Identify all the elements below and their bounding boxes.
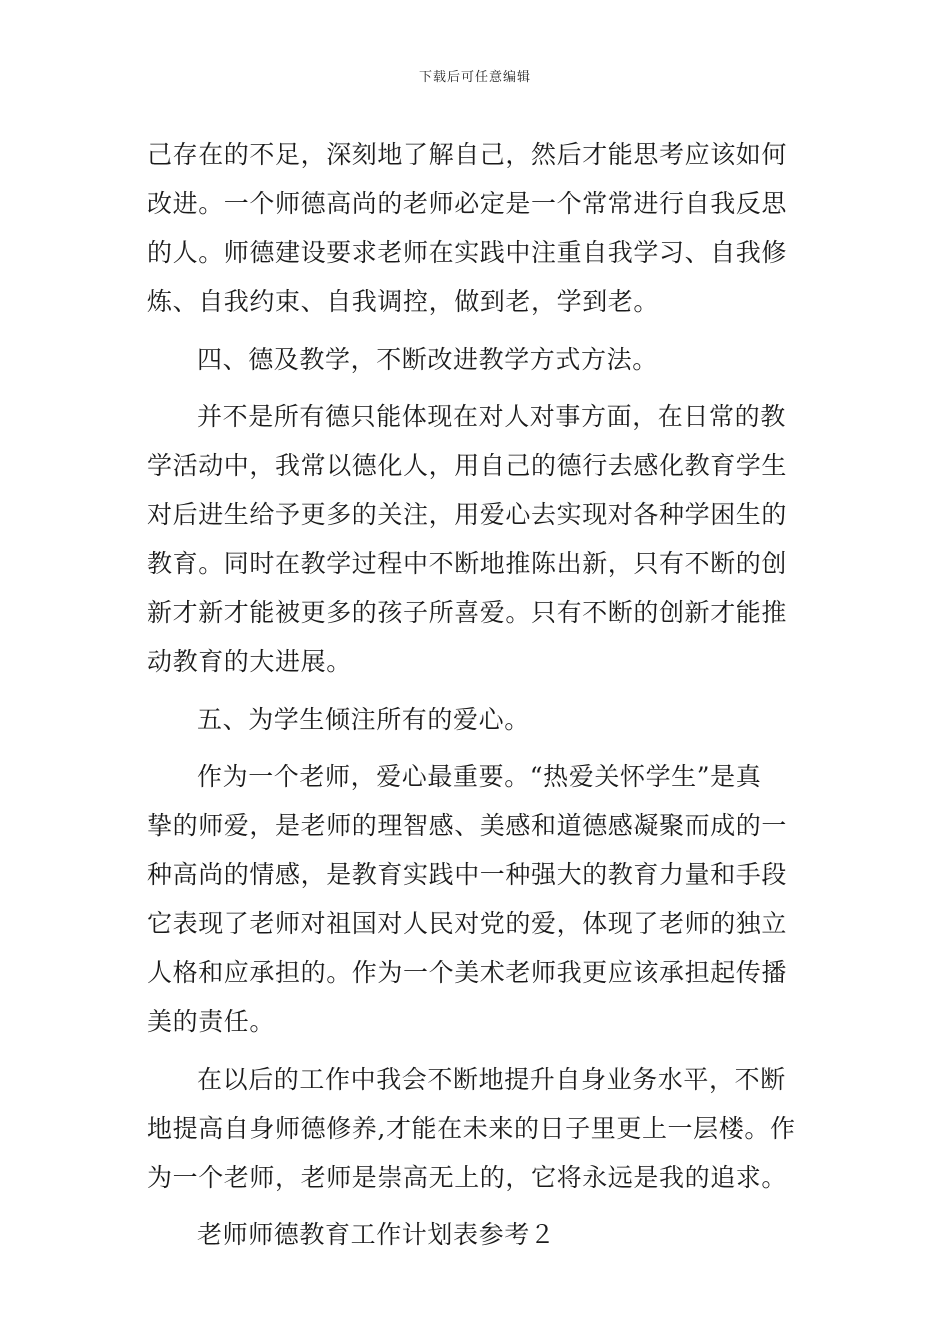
section-heading	[147, 1210, 807, 1259]
section-heading	[147, 335, 807, 384]
text-line: 种高尚的情感，是教育实践中一种强大的教育力量和手段	[147, 860, 788, 889]
text-line: 改进。一个师德高尚的老师必定是一个常常进行自我反思	[147, 189, 788, 218]
text-line: 它表现了老师对祖国对人民对党的爱，体现了老师的独立	[147, 909, 788, 938]
text-line: 的人。师德建设要求老师在实践中注重自我学习、自我修	[147, 238, 788, 267]
text-line: 动教育的大进展。	[147, 647, 352, 676]
text-line: 老师师德教育工作计划表参考２	[197, 1220, 556, 1249]
paragraph	[147, 392, 807, 686]
text-line: 作为一个老师，爱心最重要。“热爱关怀学生”是真	[197, 762, 762, 791]
text-line: 美的责任。	[147, 1007, 276, 1036]
text-line: 并不是所有德只能体现在对人对事方面，在日常的教	[197, 402, 786, 431]
text-line: 教育。同时在教学过程中不断地推陈出新，只有不断的创	[147, 549, 788, 578]
paragraph	[147, 1055, 807, 1202]
text-line: 人格和应承担的。作为一个美术老师我更应该承担起传播	[147, 958, 788, 987]
text-line: 四、德及教学，不断改进教学方式方法。	[197, 344, 658, 374]
text-line: 学活动中，我常以德化人，用自己的德行去感化教育学生	[147, 451, 788, 480]
paragraph	[147, 752, 807, 1046]
section-heading	[147, 695, 807, 744]
text-line: 挚的师爱，是老师的理智感、美感和道德感凝聚而成的一	[147, 811, 788, 840]
text-line: 为一个老师，老师是崇高无上的，它将永远是我的追求。	[147, 1162, 788, 1192]
text-line: 对后进生给予更多的关注，用爱心去实现对各种学困生的	[147, 500, 788, 529]
text-line: 己存在的不足，深刻地了解自己，然后才能思考应该如何	[147, 140, 788, 169]
text-line: 新才新才能被更多的孩子所喜爱。只有不断的创新才能推	[147, 598, 788, 627]
text-line: 炼、自我约束、自我调控，做到老，学到老。	[147, 287, 660, 316]
text-line: 地提高自身师德修养,才能在未来的日子里更上一层楼。作	[147, 1113, 796, 1143]
text-line: 五、为学生倾注所有的爱心。	[197, 704, 530, 734]
paragraph	[147, 130, 807, 326]
text-line: 在以后的工作中我会不断地提升自身业务水平，不断	[197, 1064, 786, 1094]
document-body	[147, 130, 807, 1259]
page-header: 下载后可任意编辑	[418, 70, 531, 85]
